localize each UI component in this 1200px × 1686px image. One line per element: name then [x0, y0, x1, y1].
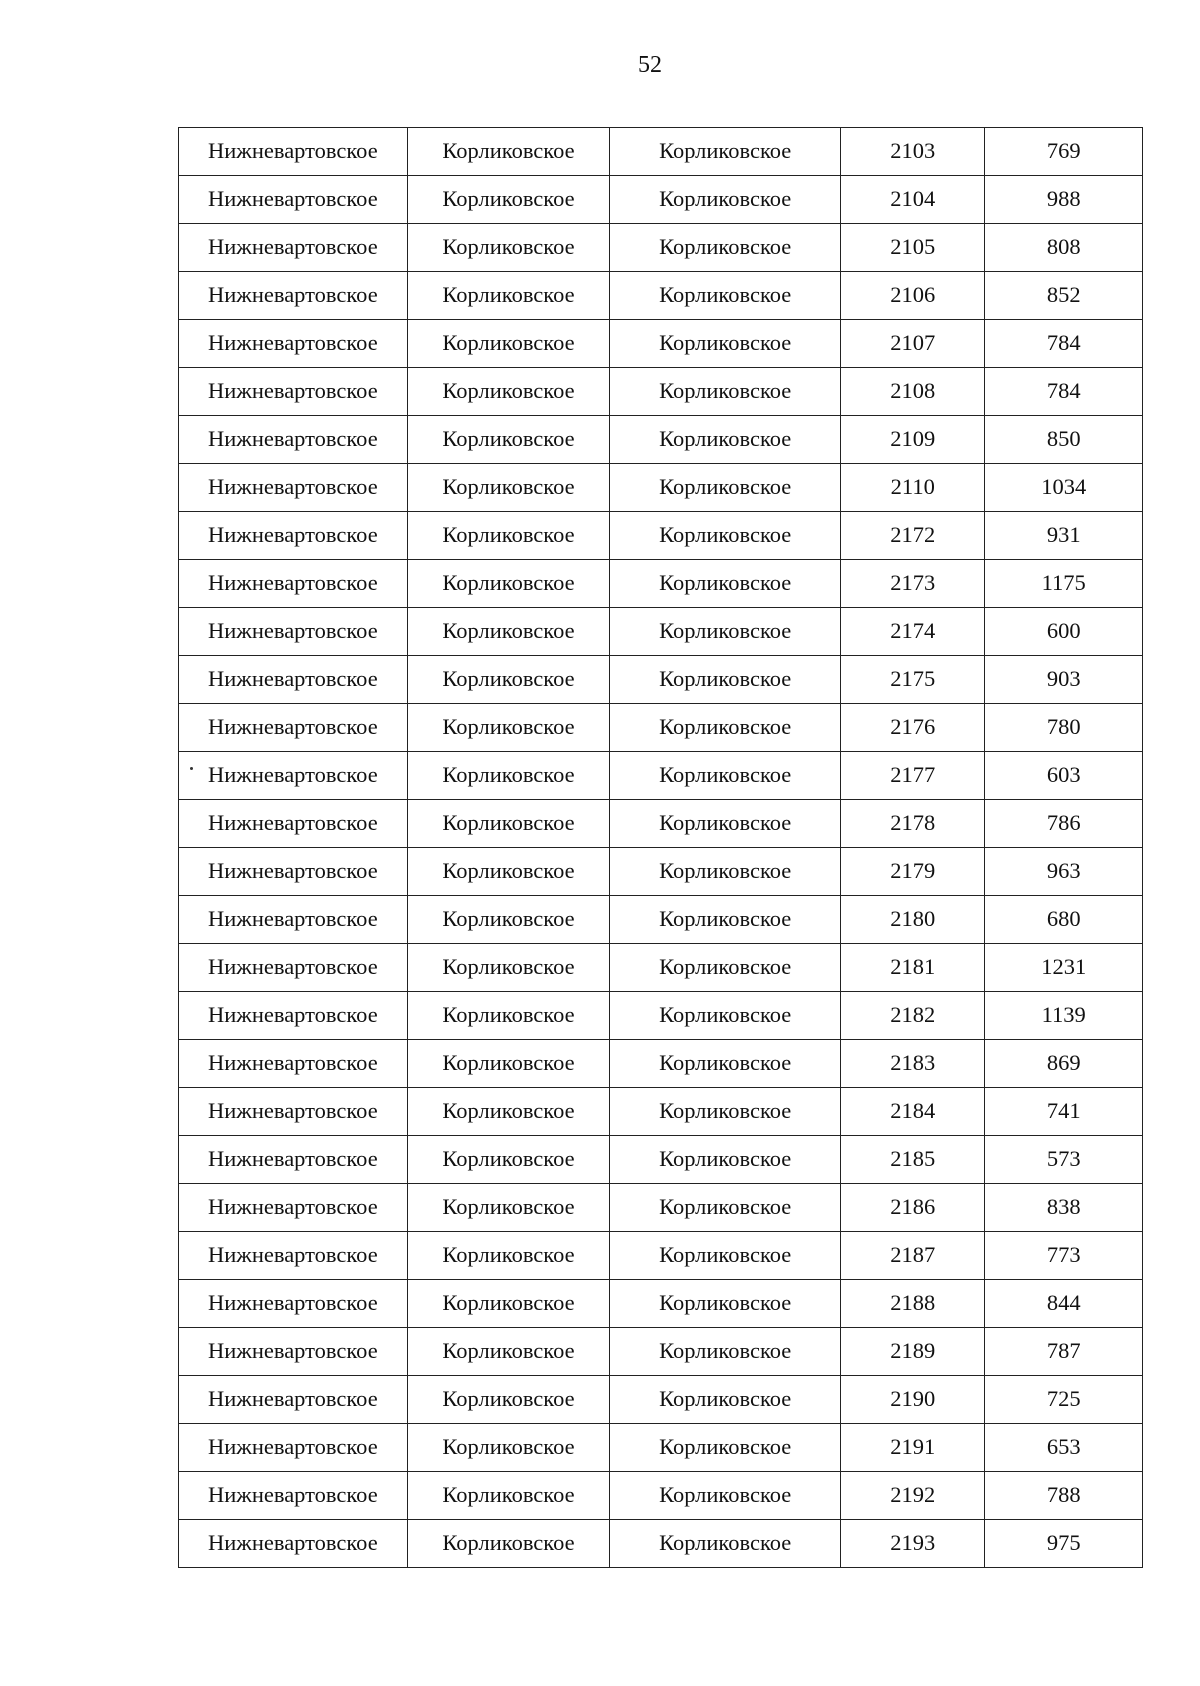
district-cell: Нижневартовское	[179, 368, 408, 416]
field-cell: Корликовское	[407, 560, 610, 608]
field-cell: Корликовское	[407, 800, 610, 848]
field-cell: Корликовское	[407, 944, 610, 992]
area-cell: Корликовское	[610, 608, 841, 656]
district-cell: Нижневартовское	[179, 464, 408, 512]
well-number-cell: 2180	[841, 896, 985, 944]
area-cell: Корликовское	[610, 1232, 841, 1280]
field-cell: Корликовское	[407, 1472, 610, 1520]
field-cell: Корликовское	[407, 704, 610, 752]
well-number-cell: 2192	[841, 1472, 985, 1520]
table-row	[179, 608, 1143, 656]
table-row	[179, 560, 1143, 608]
field-cell: Корликовское	[407, 464, 610, 512]
well-number-cell: 2179	[841, 848, 985, 896]
depth-cell: 931	[985, 512, 1143, 560]
district-cell: Нижневартовское	[179, 1088, 408, 1136]
table-row	[179, 224, 1143, 272]
depth-cell: 787	[985, 1328, 1143, 1376]
depth-cell: 1175	[985, 560, 1143, 608]
depth-cell: 769	[985, 128, 1143, 176]
area-cell: Корликовское	[610, 1088, 841, 1136]
depth-cell: 741	[985, 1088, 1143, 1136]
well-number-cell: 2182	[841, 992, 985, 1040]
field-cell: Корликовское	[407, 1376, 610, 1424]
field-cell: Корликовское	[407, 1184, 610, 1232]
depth-cell: 680	[985, 896, 1143, 944]
area-cell: Корликовское	[610, 128, 841, 176]
district-cell: Нижневартовское	[179, 848, 408, 896]
area-cell: Корликовское	[610, 224, 841, 272]
table-row	[179, 176, 1143, 224]
depth-cell: 844	[985, 1280, 1143, 1328]
well-number-cell: 2193	[841, 1520, 985, 1568]
field-cell: Корликовское	[407, 1424, 610, 1472]
district-cell: Нижневартовское	[179, 752, 408, 800]
depth-cell: 975	[985, 1520, 1143, 1568]
data-table	[178, 127, 1143, 1568]
depth-cell: 1139	[985, 992, 1143, 1040]
field-cell: Корликовское	[407, 128, 610, 176]
area-cell: Корликовское	[610, 704, 841, 752]
area-cell: Корликовское	[610, 1520, 841, 1568]
area-cell: Корликовское	[610, 416, 841, 464]
depth-cell: 852	[985, 272, 1143, 320]
district-cell: Нижневартовское	[179, 560, 408, 608]
field-cell: Корликовское	[407, 320, 610, 368]
well-number-cell: 2187	[841, 1232, 985, 1280]
table-row	[179, 464, 1143, 512]
table-row	[179, 992, 1143, 1040]
depth-cell: 1034	[985, 464, 1143, 512]
district-cell: Нижневартовское	[179, 512, 408, 560]
field-cell: Корликовское	[407, 1328, 610, 1376]
table-row	[179, 416, 1143, 464]
depth-cell: 850	[985, 416, 1143, 464]
table-row	[179, 1280, 1143, 1328]
district-cell: Нижневартовское	[179, 608, 408, 656]
district-cell: Нижневартовское	[179, 1232, 408, 1280]
field-cell: Корликовское	[407, 656, 610, 704]
table-row	[179, 272, 1143, 320]
table-row	[179, 944, 1143, 992]
area-cell: Корликовское	[610, 896, 841, 944]
well-number-cell: 2103	[841, 128, 985, 176]
table-row	[179, 128, 1143, 176]
well-number-cell: 2104	[841, 176, 985, 224]
depth-cell: 784	[985, 368, 1143, 416]
district-cell: Нижневартовское	[179, 1280, 408, 1328]
table-row	[179, 656, 1143, 704]
well-number-cell: 2176	[841, 704, 985, 752]
area-cell: Корликовское	[610, 1040, 841, 1088]
area-cell: Корликовское	[610, 1280, 841, 1328]
field-cell: Корликовское	[407, 512, 610, 560]
district-cell: Нижневартовское	[179, 1376, 408, 1424]
well-number-cell: 2177	[841, 752, 985, 800]
district-cell: Нижневартовское	[179, 1184, 408, 1232]
table-row	[179, 1136, 1143, 1184]
table-row	[179, 896, 1143, 944]
area-cell: Корликовское	[610, 1472, 841, 1520]
area-cell: Корликовское	[610, 1136, 841, 1184]
well-number-cell: 2184	[841, 1088, 985, 1136]
field-cell: Корликовское	[407, 176, 610, 224]
area-cell: Корликовское	[610, 272, 841, 320]
district-cell: Нижневартовское	[179, 224, 408, 272]
district-cell: Нижневартовское	[179, 896, 408, 944]
table-row	[179, 704, 1143, 752]
depth-cell: 653	[985, 1424, 1143, 1472]
district-cell: Нижневартовское	[179, 176, 408, 224]
field-cell: Корликовское	[407, 752, 610, 800]
well-number-cell: 2173	[841, 560, 985, 608]
table-row	[179, 1424, 1143, 1472]
district-cell: Нижневартовское	[179, 800, 408, 848]
district-cell: Нижневартовское	[179, 1520, 408, 1568]
depth-cell: 780	[985, 704, 1143, 752]
area-cell: Корликовское	[610, 368, 841, 416]
area-cell: Корликовское	[610, 464, 841, 512]
well-number-cell: 2183	[841, 1040, 985, 1088]
field-cell: Корликовское	[407, 1136, 610, 1184]
table-row	[179, 752, 1143, 800]
field-cell: Корликовское	[407, 1520, 610, 1568]
table-row	[179, 1520, 1143, 1568]
area-cell: Корликовское	[610, 752, 841, 800]
depth-cell: 903	[985, 656, 1143, 704]
well-number-cell: 2190	[841, 1376, 985, 1424]
district-cell: Нижневартовское	[179, 1136, 408, 1184]
table-row	[179, 320, 1143, 368]
area-cell: Корликовское	[610, 1328, 841, 1376]
well-number-cell: 2110	[841, 464, 985, 512]
field-cell: Корликовское	[407, 224, 610, 272]
district-cell: Нижневартовское	[179, 128, 408, 176]
depth-cell: 963	[985, 848, 1143, 896]
well-number-cell: 2172	[841, 512, 985, 560]
depth-cell: 600	[985, 608, 1143, 656]
district-cell: Нижневартовское	[179, 1328, 408, 1376]
field-cell: Корликовское	[407, 1088, 610, 1136]
depth-cell: 808	[985, 224, 1143, 272]
district-cell: Нижневартовское	[179, 656, 408, 704]
area-cell: Корликовское	[610, 1184, 841, 1232]
depth-cell: 1231	[985, 944, 1143, 992]
table-row	[179, 1232, 1143, 1280]
well-number-cell: 2108	[841, 368, 985, 416]
depth-cell: 788	[985, 1472, 1143, 1520]
field-cell: Корликовское	[407, 848, 610, 896]
page-number: 52	[638, 52, 662, 78]
table-body	[179, 128, 1143, 1568]
table-row	[179, 1040, 1143, 1088]
district-cell: Нижневартовское	[179, 704, 408, 752]
district-cell: Нижневартовское	[179, 1040, 408, 1088]
well-number-cell: 2109	[841, 416, 985, 464]
table-row	[179, 368, 1143, 416]
well-number-cell: 2178	[841, 800, 985, 848]
district-cell: Нижневартовское	[179, 1424, 408, 1472]
area-cell: Корликовское	[610, 176, 841, 224]
table-row	[179, 1088, 1143, 1136]
well-number-cell: 2185	[841, 1136, 985, 1184]
depth-cell: 838	[985, 1184, 1143, 1232]
field-cell: Корликовское	[407, 992, 610, 1040]
field-cell: Корликовское	[407, 1232, 610, 1280]
depth-cell: 773	[985, 1232, 1143, 1280]
area-cell: Корликовское	[610, 944, 841, 992]
field-cell: Корликовское	[407, 272, 610, 320]
district-cell: Нижневартовское	[179, 416, 408, 464]
area-cell: Корликовское	[610, 512, 841, 560]
depth-cell: 725	[985, 1376, 1143, 1424]
field-cell: Корликовское	[407, 1040, 610, 1088]
depth-cell: 988	[985, 176, 1143, 224]
district-cell: Нижневартовское	[179, 992, 408, 1040]
field-cell: Корликовское	[407, 368, 610, 416]
area-cell: Корликовское	[610, 656, 841, 704]
table-row	[179, 1328, 1143, 1376]
table-row	[179, 800, 1143, 848]
well-number-cell: 2188	[841, 1280, 985, 1328]
well-number-cell: 2191	[841, 1424, 985, 1472]
district-cell: Нижневартовское	[179, 944, 408, 992]
well-number-cell: 2189	[841, 1328, 985, 1376]
area-cell: Корликовское	[610, 1424, 841, 1472]
well-number-cell: 2105	[841, 224, 985, 272]
field-cell: Корликовское	[407, 1280, 610, 1328]
well-number-cell: 2186	[841, 1184, 985, 1232]
district-cell: Нижневартовское	[179, 1472, 408, 1520]
well-number-cell: 2107	[841, 320, 985, 368]
field-cell: Корликовское	[407, 416, 610, 464]
area-cell: Корликовское	[610, 848, 841, 896]
depth-cell: 603	[985, 752, 1143, 800]
district-cell: Нижневартовское	[179, 272, 408, 320]
table-row	[179, 848, 1143, 896]
depth-cell: 784	[985, 320, 1143, 368]
table-row	[179, 1184, 1143, 1232]
area-cell: Корликовское	[610, 320, 841, 368]
well-number-cell: 2106	[841, 272, 985, 320]
area-cell: Корликовское	[610, 800, 841, 848]
area-cell: Корликовское	[610, 560, 841, 608]
field-cell: Корликовское	[407, 608, 610, 656]
well-number-cell: 2181	[841, 944, 985, 992]
area-cell: Корликовское	[610, 992, 841, 1040]
table-row	[179, 512, 1143, 560]
depth-cell: 573	[985, 1136, 1143, 1184]
depth-cell: 869	[985, 1040, 1143, 1088]
table-row	[179, 1376, 1143, 1424]
district-cell: Нижневартовское	[179, 320, 408, 368]
depth-cell: 786	[985, 800, 1143, 848]
table-row	[179, 1472, 1143, 1520]
well-number-cell: 2175	[841, 656, 985, 704]
area-cell: Корликовское	[610, 1376, 841, 1424]
well-number-cell: 2174	[841, 608, 985, 656]
field-cell: Корликовское	[407, 896, 610, 944]
